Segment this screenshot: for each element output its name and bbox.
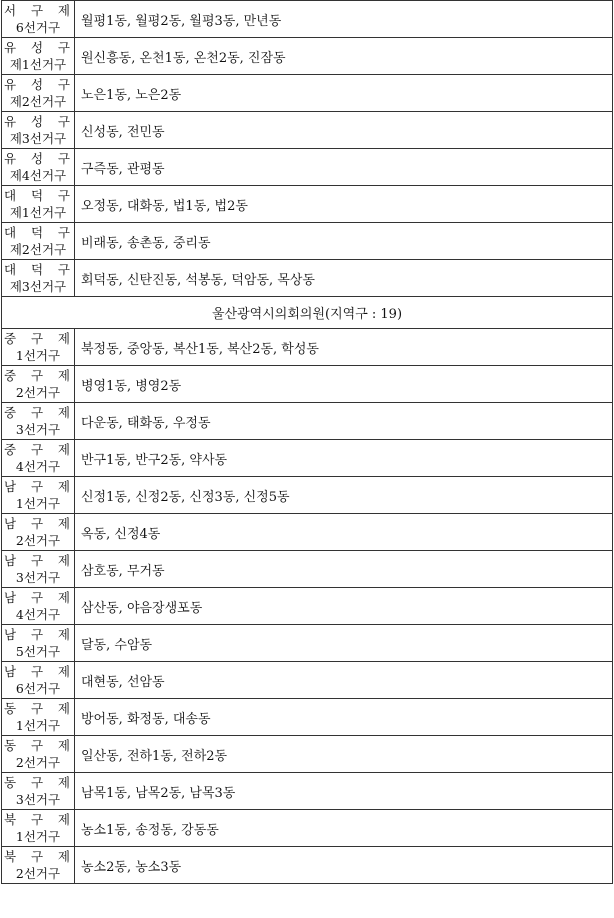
table-row — [2, 699, 613, 736]
dong-list-cell: 반구1동, 반구2동, 약사동 — [75, 440, 613, 477]
district-name-line1: 남 구 제 — [4, 516, 70, 531]
section-header-row — [2, 297, 613, 329]
district-name-line2: 2선거구 — [15, 755, 61, 770]
district-name-line2: 제1선거구 — [9, 205, 67, 220]
district-name-cell — [2, 149, 75, 186]
table-row — [2, 773, 613, 810]
dong-list-cell: 다운동, 태화동, 우정동 — [75, 403, 613, 440]
district-name-line1: 중 구 제 — [4, 405, 70, 420]
district-name-cell — [2, 1, 75, 38]
dong-list-cell: 노은1동, 노은2동 — [75, 75, 613, 112]
district-name-line2: 제3선거구 — [9, 279, 67, 294]
district-name-cell — [2, 736, 75, 773]
table-row — [2, 1, 613, 38]
district-name-cell — [2, 260, 75, 297]
district-name-line1: 남 구 제 — [4, 590, 70, 605]
dong-list-cell: 회덕동, 신탄진동, 석봉동, 덕암동, 목상동 — [75, 260, 613, 297]
district-name-cell — [2, 588, 75, 625]
district-name-cell — [2, 514, 75, 551]
district-name-line2: 제2선거구 — [9, 94, 67, 109]
district-name-line2: 1선거구 — [15, 829, 61, 844]
district-name-line1: 남 구 제 — [4, 479, 70, 494]
district-name-line1: 남 구 제 — [4, 553, 70, 568]
table-row — [2, 810, 613, 847]
district-name-cell — [2, 223, 75, 260]
table-row — [2, 223, 613, 260]
dong-list-cell: 신정1동, 신정2동, 신정3동, 신정5동 — [75, 477, 613, 514]
table-row — [2, 625, 613, 662]
dong-list-cell: 월평1동, 월평2동, 월평3동, 만년동 — [75, 1, 613, 38]
dong-list-cell: 농소2동, 농소3동 — [75, 847, 613, 884]
table-row — [2, 514, 613, 551]
table-row — [2, 149, 613, 186]
table-row — [2, 112, 613, 149]
district-name-line1: 중 구 제 — [4, 331, 70, 346]
district-name-cell — [2, 366, 75, 403]
district-name-line1: 중 구 제 — [4, 442, 70, 457]
table-row — [2, 736, 613, 773]
district-name-line2: 2선거구 — [15, 385, 61, 400]
district-name-line1: 동 구 제 — [4, 701, 70, 716]
table-row — [2, 477, 613, 514]
district-name-line2: 3선거구 — [15, 792, 61, 807]
district-name-cell — [2, 440, 75, 477]
table-row — [2, 38, 613, 75]
dong-list-cell: 방어동, 화정동, 대송동 — [75, 699, 613, 736]
district-name-line1: 중 구 제 — [4, 368, 70, 383]
district-name-line1: 남 구 제 — [4, 627, 70, 642]
table-row — [2, 847, 613, 884]
district-name-line1: 유 성 구 — [4, 151, 70, 166]
district-name-line1: 남 구 제 — [4, 664, 70, 679]
district-name-line1: 동 구 제 — [4, 775, 70, 790]
district-name-line2: 2선거구 — [15, 866, 61, 881]
district-name-line1: 유 성 구 — [4, 114, 70, 129]
district-name-cell — [2, 403, 75, 440]
dong-list-cell: 일산동, 전하1동, 전하2동 — [75, 736, 613, 773]
district-name-cell — [2, 38, 75, 75]
table-row — [2, 440, 613, 477]
table-row — [2, 662, 613, 699]
district-name-line1: 북 구 제 — [4, 812, 70, 827]
section-header: 울산광역시의회의원(지역구 : 19) — [2, 297, 613, 329]
district-name-cell — [2, 112, 75, 149]
district-name-cell — [2, 847, 75, 884]
district-name-cell — [2, 75, 75, 112]
district-name-line2: 5선거구 — [15, 644, 61, 659]
table-row — [2, 366, 613, 403]
district-table — [1, 0, 613, 884]
dong-list-cell: 비래동, 송촌동, 중리동 — [75, 223, 613, 260]
district-name-line2: 1선거구 — [15, 718, 61, 733]
district-name-line2: 3선거구 — [15, 570, 61, 585]
district-name-line1: 동 구 제 — [4, 738, 70, 753]
dong-list-cell: 삼산동, 야음장생포동 — [75, 588, 613, 625]
dong-list-cell: 농소1동, 송정동, 강동동 — [75, 810, 613, 847]
district-name-line2: 제3선거구 — [9, 131, 67, 146]
district-name-line1: 대 덕 구 — [4, 188, 70, 203]
dong-list-cell: 구즉동, 관평동 — [75, 149, 613, 186]
dong-list-cell: 북정동, 중앙동, 복산1동, 복산2동, 학성동 — [75, 329, 613, 366]
district-name-cell — [2, 477, 75, 514]
district-name-line1: 대 덕 구 — [4, 262, 70, 277]
table-row — [2, 551, 613, 588]
district-name-cell — [2, 625, 75, 662]
dong-list-cell: 대현동, 선암동 — [75, 662, 613, 699]
table-row — [2, 75, 613, 112]
district-name-line1: 대 덕 구 — [4, 225, 70, 240]
district-name-line1: 서 구 제 — [4, 3, 70, 18]
table-row — [2, 260, 613, 297]
table-row — [2, 329, 613, 366]
district-name-line2: 1선거구 — [15, 348, 61, 363]
district-name-cell — [2, 810, 75, 847]
district-name-line2: 1선거구 — [15, 496, 61, 511]
district-name-cell — [2, 773, 75, 810]
dong-list-cell: 남목1동, 남목2동, 남목3동 — [75, 773, 613, 810]
table-row — [2, 588, 613, 625]
district-name-line1: 유 성 구 — [4, 40, 70, 55]
dong-list-cell: 오정동, 대화동, 법1동, 법2동 — [75, 186, 613, 223]
district-name-line2: 2선거구 — [15, 533, 61, 548]
district-name-cell — [2, 551, 75, 588]
district-name-cell — [2, 699, 75, 736]
dong-list-cell: 달동, 수암동 — [75, 625, 613, 662]
district-name-cell — [2, 662, 75, 699]
district-name-line2: 6선거구 — [15, 20, 61, 35]
district-name-line2: 4선거구 — [15, 607, 61, 622]
district-name-cell — [2, 186, 75, 223]
district-name-cell — [2, 329, 75, 366]
dong-list-cell: 옥동, 신정4동 — [75, 514, 613, 551]
district-name-line2: 제2선거구 — [9, 242, 67, 257]
district-name-line2: 6선거구 — [15, 681, 61, 696]
dong-list-cell: 삼호동, 무거동 — [75, 551, 613, 588]
district-name-line2: 제4선거구 — [9, 168, 67, 183]
district-name-line1: 북 구 제 — [4, 849, 70, 864]
district-name-line2: 3선거구 — [15, 422, 61, 437]
dong-list-cell: 신성동, 전민동 — [75, 112, 613, 149]
district-name-line1: 유 성 구 — [4, 77, 70, 92]
table-row — [2, 186, 613, 223]
table-row — [2, 403, 613, 440]
district-name-line2: 4선거구 — [15, 459, 61, 474]
district-name-line2: 제1선거구 — [9, 57, 67, 72]
dong-list-cell: 병영1동, 병영2동 — [75, 366, 613, 403]
dong-list-cell: 원신흥동, 온천1동, 온천2동, 진잠동 — [75, 38, 613, 75]
